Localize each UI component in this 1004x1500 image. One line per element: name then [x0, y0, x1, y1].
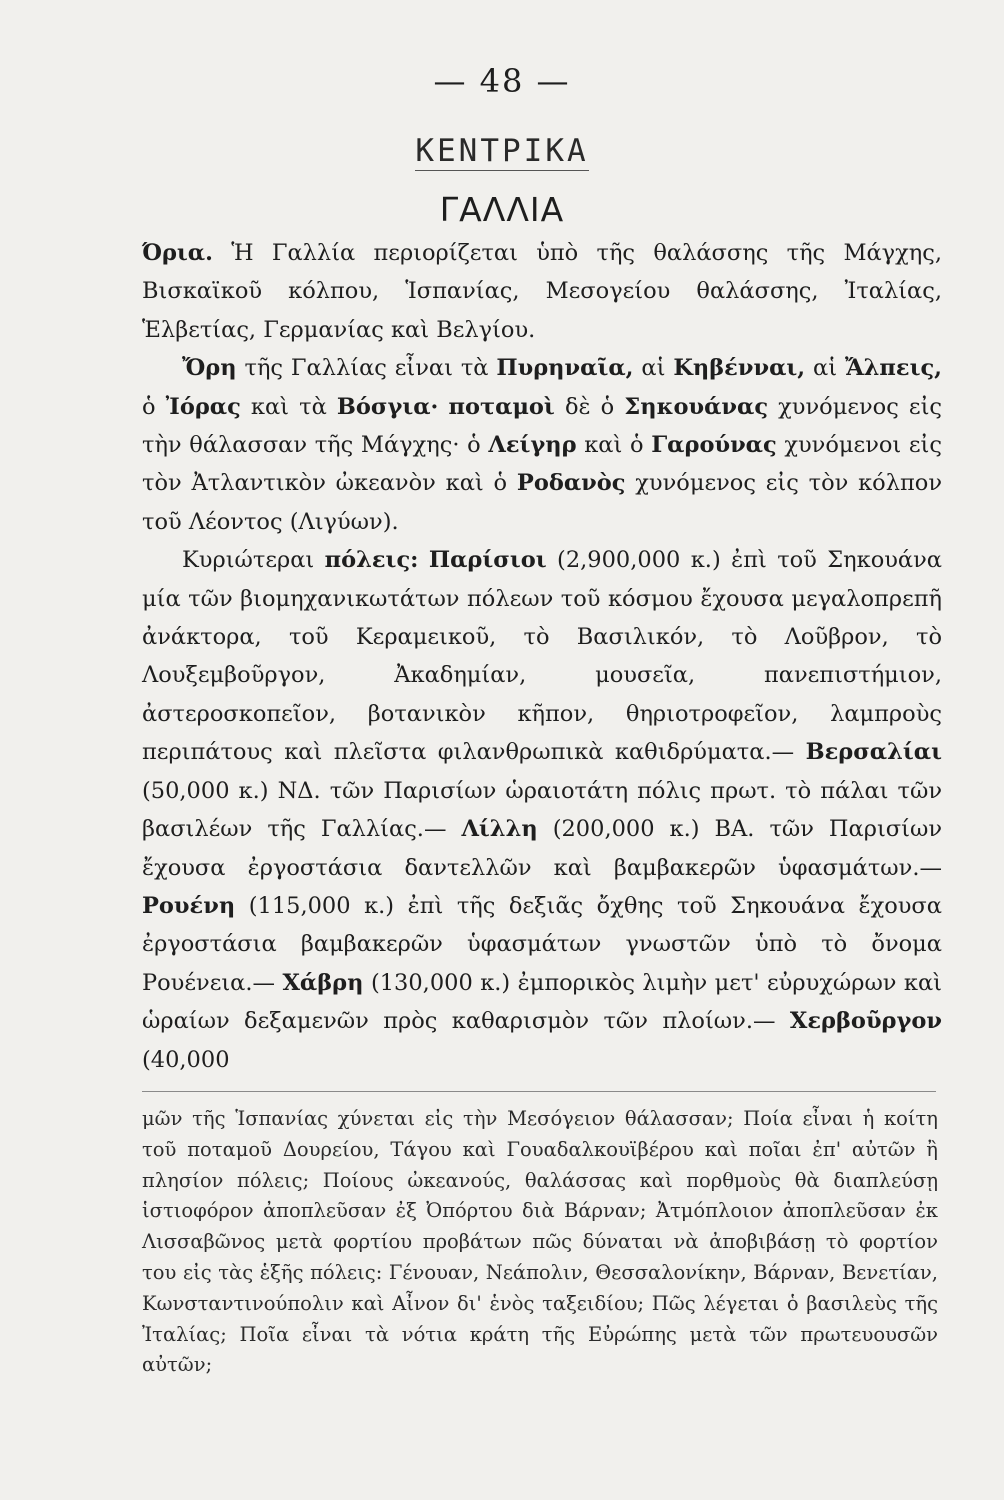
text-run: καὶ ὁ — [576, 432, 652, 459]
bold-term: Ἰόρας — [165, 393, 241, 420]
text-run: (200,000 κ.) ΒΑ. τῶν Παρισίων ἔχουσα ἐργοστάσια δαντελλῶν καὶ βαμβακερῶν ὑφασμάτων.— — [142, 816, 943, 881]
text-run: (2,900,000 κ.) ἐπὶ τοῦ Σηκουάνα μία τῶν βιομηχανικωτάτων πόλεων τοῦ κόσμου ἔχουσα μεγαλοπρεπῆ ἀνάκτορα, τοῦ Κεραμεικοῦ, τὸ Βασιλικόν, τὸ Λοῦβρον, τὸ Λουξεμβοῦργον, Ἀκαδημίαν, μουσεῖα, πανεπιστήμιον, ἀστεροσκοπεῖον, βοτανικὸν κῆπον, θηριοτροφεῖον, λαμπροὺς περιπάτους καὶ πλεῖστα φιλανθρωπικὰ καθιδρύματα.— — [142, 547, 942, 766]
text-run — [418, 547, 428, 573]
bold-term: Γαρούνας — [651, 432, 777, 459]
bold-term: Βόσγια· — [336, 393, 439, 420]
text-run: χυνόμενος εἰς τὸν κόλπον τοῦ Λέοντος (Λιγύων). — [142, 470, 942, 535]
text-run: τῆς Γαλλίας εἶναι τὰ — [236, 355, 497, 382]
footnote-divider — [142, 1091, 936, 1092]
page-number: — 48 — — [433, 62, 571, 100]
bold-term: πόλεις: — [324, 547, 419, 574]
text-run: δὲ ὁ — [554, 393, 625, 420]
text-run: Ἡ Γαλλία περιορίζεται ὑπὸ τῆς θαλάσσης τῆς Μάγχης, Βισκαϊκοῦ κόλπου, Ἱσπανίας, Μεσογείου θαλάσσης, Ἰταλίας, Ἑλβετίας, Γερμανίας καὶ Βελγίου. — [142, 240, 942, 343]
text-run: (130,000 κ.) ἐμπορικὸς λιμὴν μετ' εὐρυχώρων καὶ ὡραίων δεξαμενῶν πρὸς καθαρισμὸν τῶν πλοίων.— — [142, 969, 942, 1035]
bold-term: ποταμοὶ — [448, 393, 555, 420]
bold-term: Ὄρη — [182, 355, 237, 382]
text-run — [438, 394, 448, 420]
bold-term: Λείγηρ — [488, 432, 577, 459]
text-run: αἱ — [633, 355, 674, 382]
bold-term: Παρίσιοι — [428, 547, 547, 574]
bold-term: Κηβένναι, — [673, 355, 806, 382]
paragraph-borders — [142, 234, 942, 349]
bold-term: Ρουένη — [142, 892, 236, 919]
text-run: αἱ — [805, 355, 845, 382]
text-run: ὁ — [142, 393, 166, 420]
section-heading — [0, 133, 1004, 169]
bold-term: Χάβρη — [282, 969, 364, 996]
bold-term: Βερσαλίαι — [805, 739, 942, 766]
bold-term: Ἄλπεις, — [844, 355, 942, 382]
text-run: χυνόμενοι εἰς τὸν Ἀτλαντικὸν ὠκεανὸν καὶ ὁ — [142, 432, 942, 497]
bold-term: Ροδανὸς — [516, 470, 626, 497]
main-text — [142, 234, 942, 1079]
text-run: χυνόμενος εἰς τὴν θάλασσαν τῆς Μάγχης· ὁ — [142, 393, 942, 459]
bold-term: Χερβοῦργον — [789, 1008, 942, 1035]
text-run: καὶ τὰ — [240, 393, 337, 420]
paragraph-mountains-rivers — [142, 349, 942, 541]
bold-term: Όρια. — [142, 240, 213, 266]
bold-term: Σηκουάνας — [624, 393, 769, 420]
text-run: Κυριώτεραι — [182, 547, 325, 574]
section-heading-text: ΚΕΝΤΡΙΚΑ — [415, 133, 589, 169]
text-run: (50,000 κ.) ΝΔ. τῶν Παρισίων ὡραιοτάτη πόλις πρωτ. τὸ πάλαι τῶν βασιλέων τῆς Γαλλίας.— — [142, 777, 942, 843]
footnote-text: μῶν τῆς Ἱσπανίας χύνεται εἰς τὴν Μεσόγειον θάλασσαν; Ποία εἶναι ἡ κοίτη τοῦ ποταμοῦ Δουρείου, Τάγου καὶ Γουαδαλκουϊβέρου καὶ ποῖαι ἐπ' αὐτῶν ἢ πλησίον πόλεις; Ποίους ὠκεανούς, θαλάσσας καὶ πορθμοὺς θὰ διαπλεύσῃ ἱστιοφόρον ἀποπλεῦσαν ἐξ Ὀπόρτου διὰ Βάρναν; Ἀτμόπλοιον ἀποπλεῦσαν ἐκ Λισσαβῶνος μετὰ φορτίου προβάτων πῶς δύναται νὰ ἀποβιβάσῃ τὸ φορτίον του εἰς τὰς ἑξῆς πόλεις: Γένουαν, Νεάπολιν, Θεσσαλονίκην, Βάρναν, Βενετίαν, Κωνσταντινούπολιν καὶ Αἶνον δι' ἑνὸς ταξειδίου; Πῶς λέγεται ὁ βασιλεὺς τῆς Ἰταλίας; Ποῖα εἶναι τὰ νότια κράτη τῆς Εὐρώπης μετὰ τῶν πρωτευουσῶν αὐτῶν; — [142, 1107, 938, 1377]
text-run: (115,000 κ.) ἐπὶ τῆς δεξιᾶς ὄχθης τοῦ Σηκουάνα ἔχουσα ἐργοστάσια βαμβακερῶν ὑφασμάτων γνωστῶν ὑπὸ τὸ ὄνομα Ρουένεια.— — [142, 892, 942, 996]
footnote — [142, 1104, 938, 1381]
paragraph-cities — [142, 541, 942, 1079]
text-run: (40,000 — [142, 1046, 230, 1073]
bold-term: Πυρηναῖα, — [496, 355, 634, 382]
bold-term: Λίλλη — [461, 816, 538, 843]
country-title: ΓΑΛΛΙΑ — [439, 190, 565, 229]
